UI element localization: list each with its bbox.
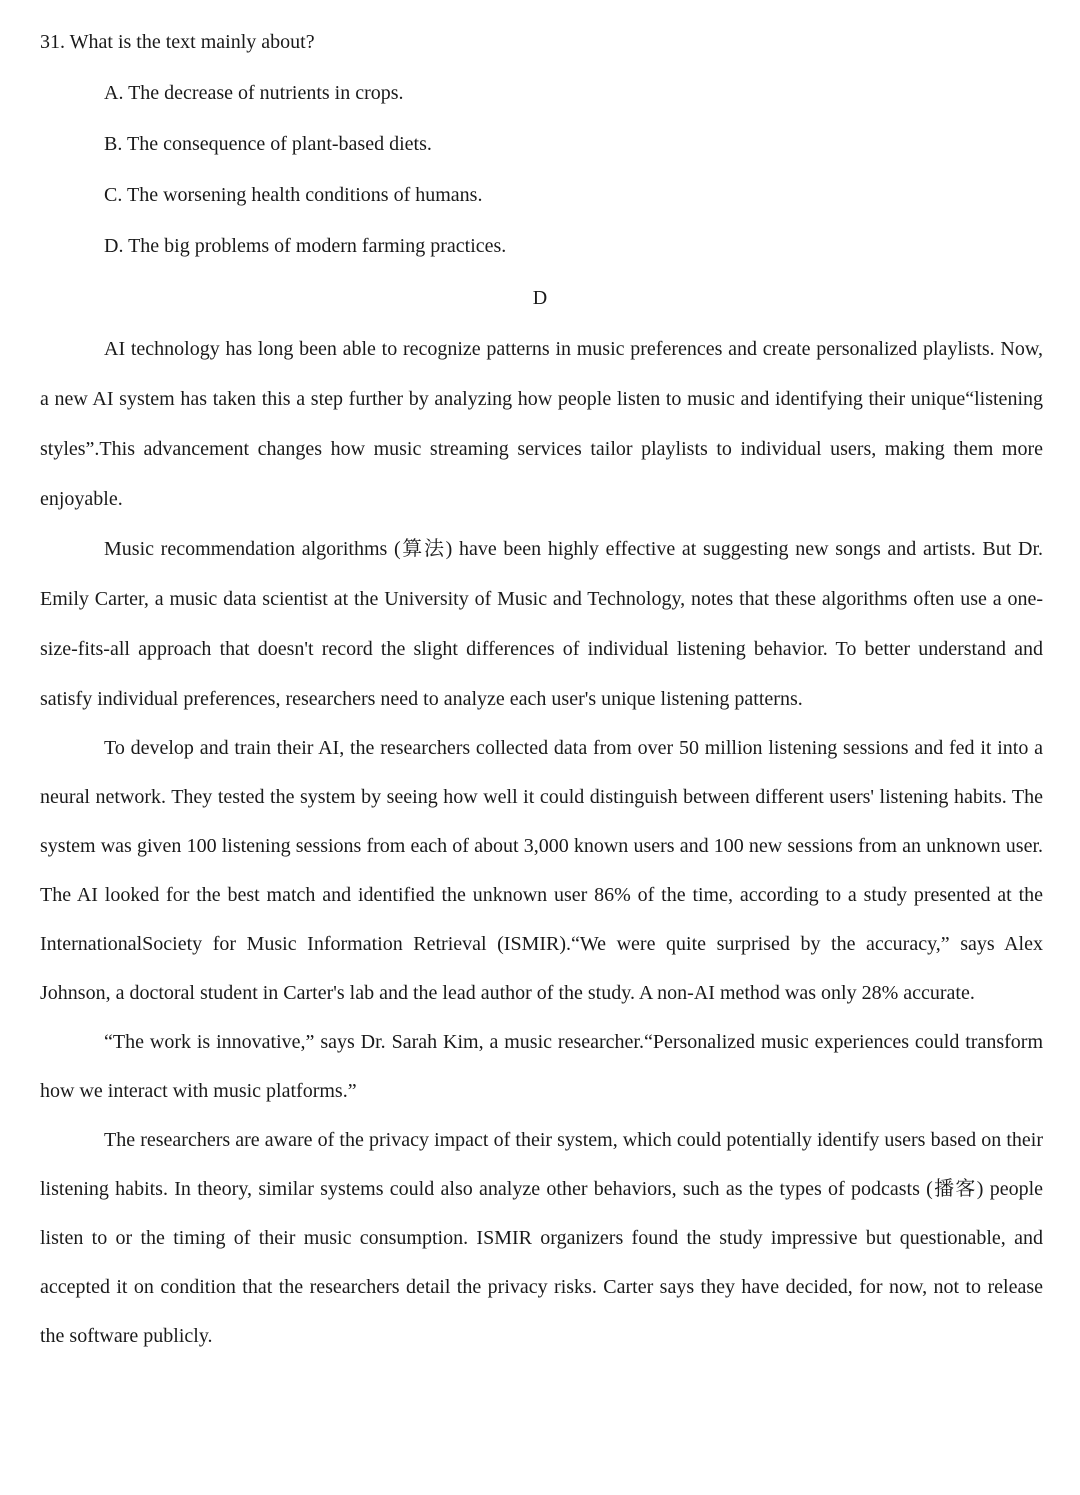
- question-stem: 31. What is the text mainly about?: [40, 31, 315, 53]
- passage: [40, 324, 1043, 1361]
- passage-paragraph: To develop and train their AI, the researchers collected data from over 50 million listening sessions and fed it into a neural network. They tested the system by seeing how well it could distinguish between different users' listening habits. The system was given 100 listening sessions from each of about 3,000 known users and 100 new sessions from an unknown user. The AI looked for the best match and identified the unknown user 86% of the time, according to a study presented at the InternationalSociety for Music Information Retrieval (ISMIR).“We were quite surprised by the accuracy,” says Alex Johnson, a doctoral student in Carter's lab and the lead author of the study. A non-AI method was only 28% accurate.: [40, 737, 1043, 1004]
- option-d: D. The big problems of modern farming practices.: [104, 235, 507, 257]
- option-c: C. The worsening health conditions of humans.: [104, 184, 483, 206]
- option-a: A. The decrease of nutrients in crops.: [104, 82, 404, 104]
- option-b: B. The consequence of plant-based diets.: [104, 133, 432, 155]
- passage-paragraph: Music recommendation algorithms (算法) have been highly effective at suggesting new songs and artists. But Dr. Emily Carter, a music data scientist at the University of Music and Technology, notes that these algorithms often use a one-size-fits-all approach that doesn't record the slight differences of individual listening behavior. To better understand and satisfy individual preferences, researchers need to analyze each user's unique listening patterns.: [40, 538, 1043, 710]
- passage-paragraph: The researchers are aware of the privacy impact of their system, which could potentially identify users based on their listening habits. In theory, similar systems could also analyze other behaviors, such as the types of podcasts (播客) people listen to or the timing of their music consumption. ISMIR organizers found the study impressive but questionable, and accepted it on condition that the researchers detail the privacy risks. Carter says they have decided, for now, not to release the software publicly.: [40, 1129, 1043, 1347]
- passage-paragraph: AI technology has long been able to recognize patterns in music preferences and create personalized playlists. Now, a new AI system has taken this a step further by analyzing how people listen to music and identifying their unique“listening styles”.This advancement changes how music streaming services tailor playlists to individual users, making them more enjoyable.: [40, 338, 1043, 510]
- section-heading: D: [532, 287, 548, 309]
- passage-paragraph: “The work is innovative,” says Dr. Sarah Kim, a music researcher.“Personalized music experiences could transform how we interact with music platforms.”: [40, 1031, 1043, 1102]
